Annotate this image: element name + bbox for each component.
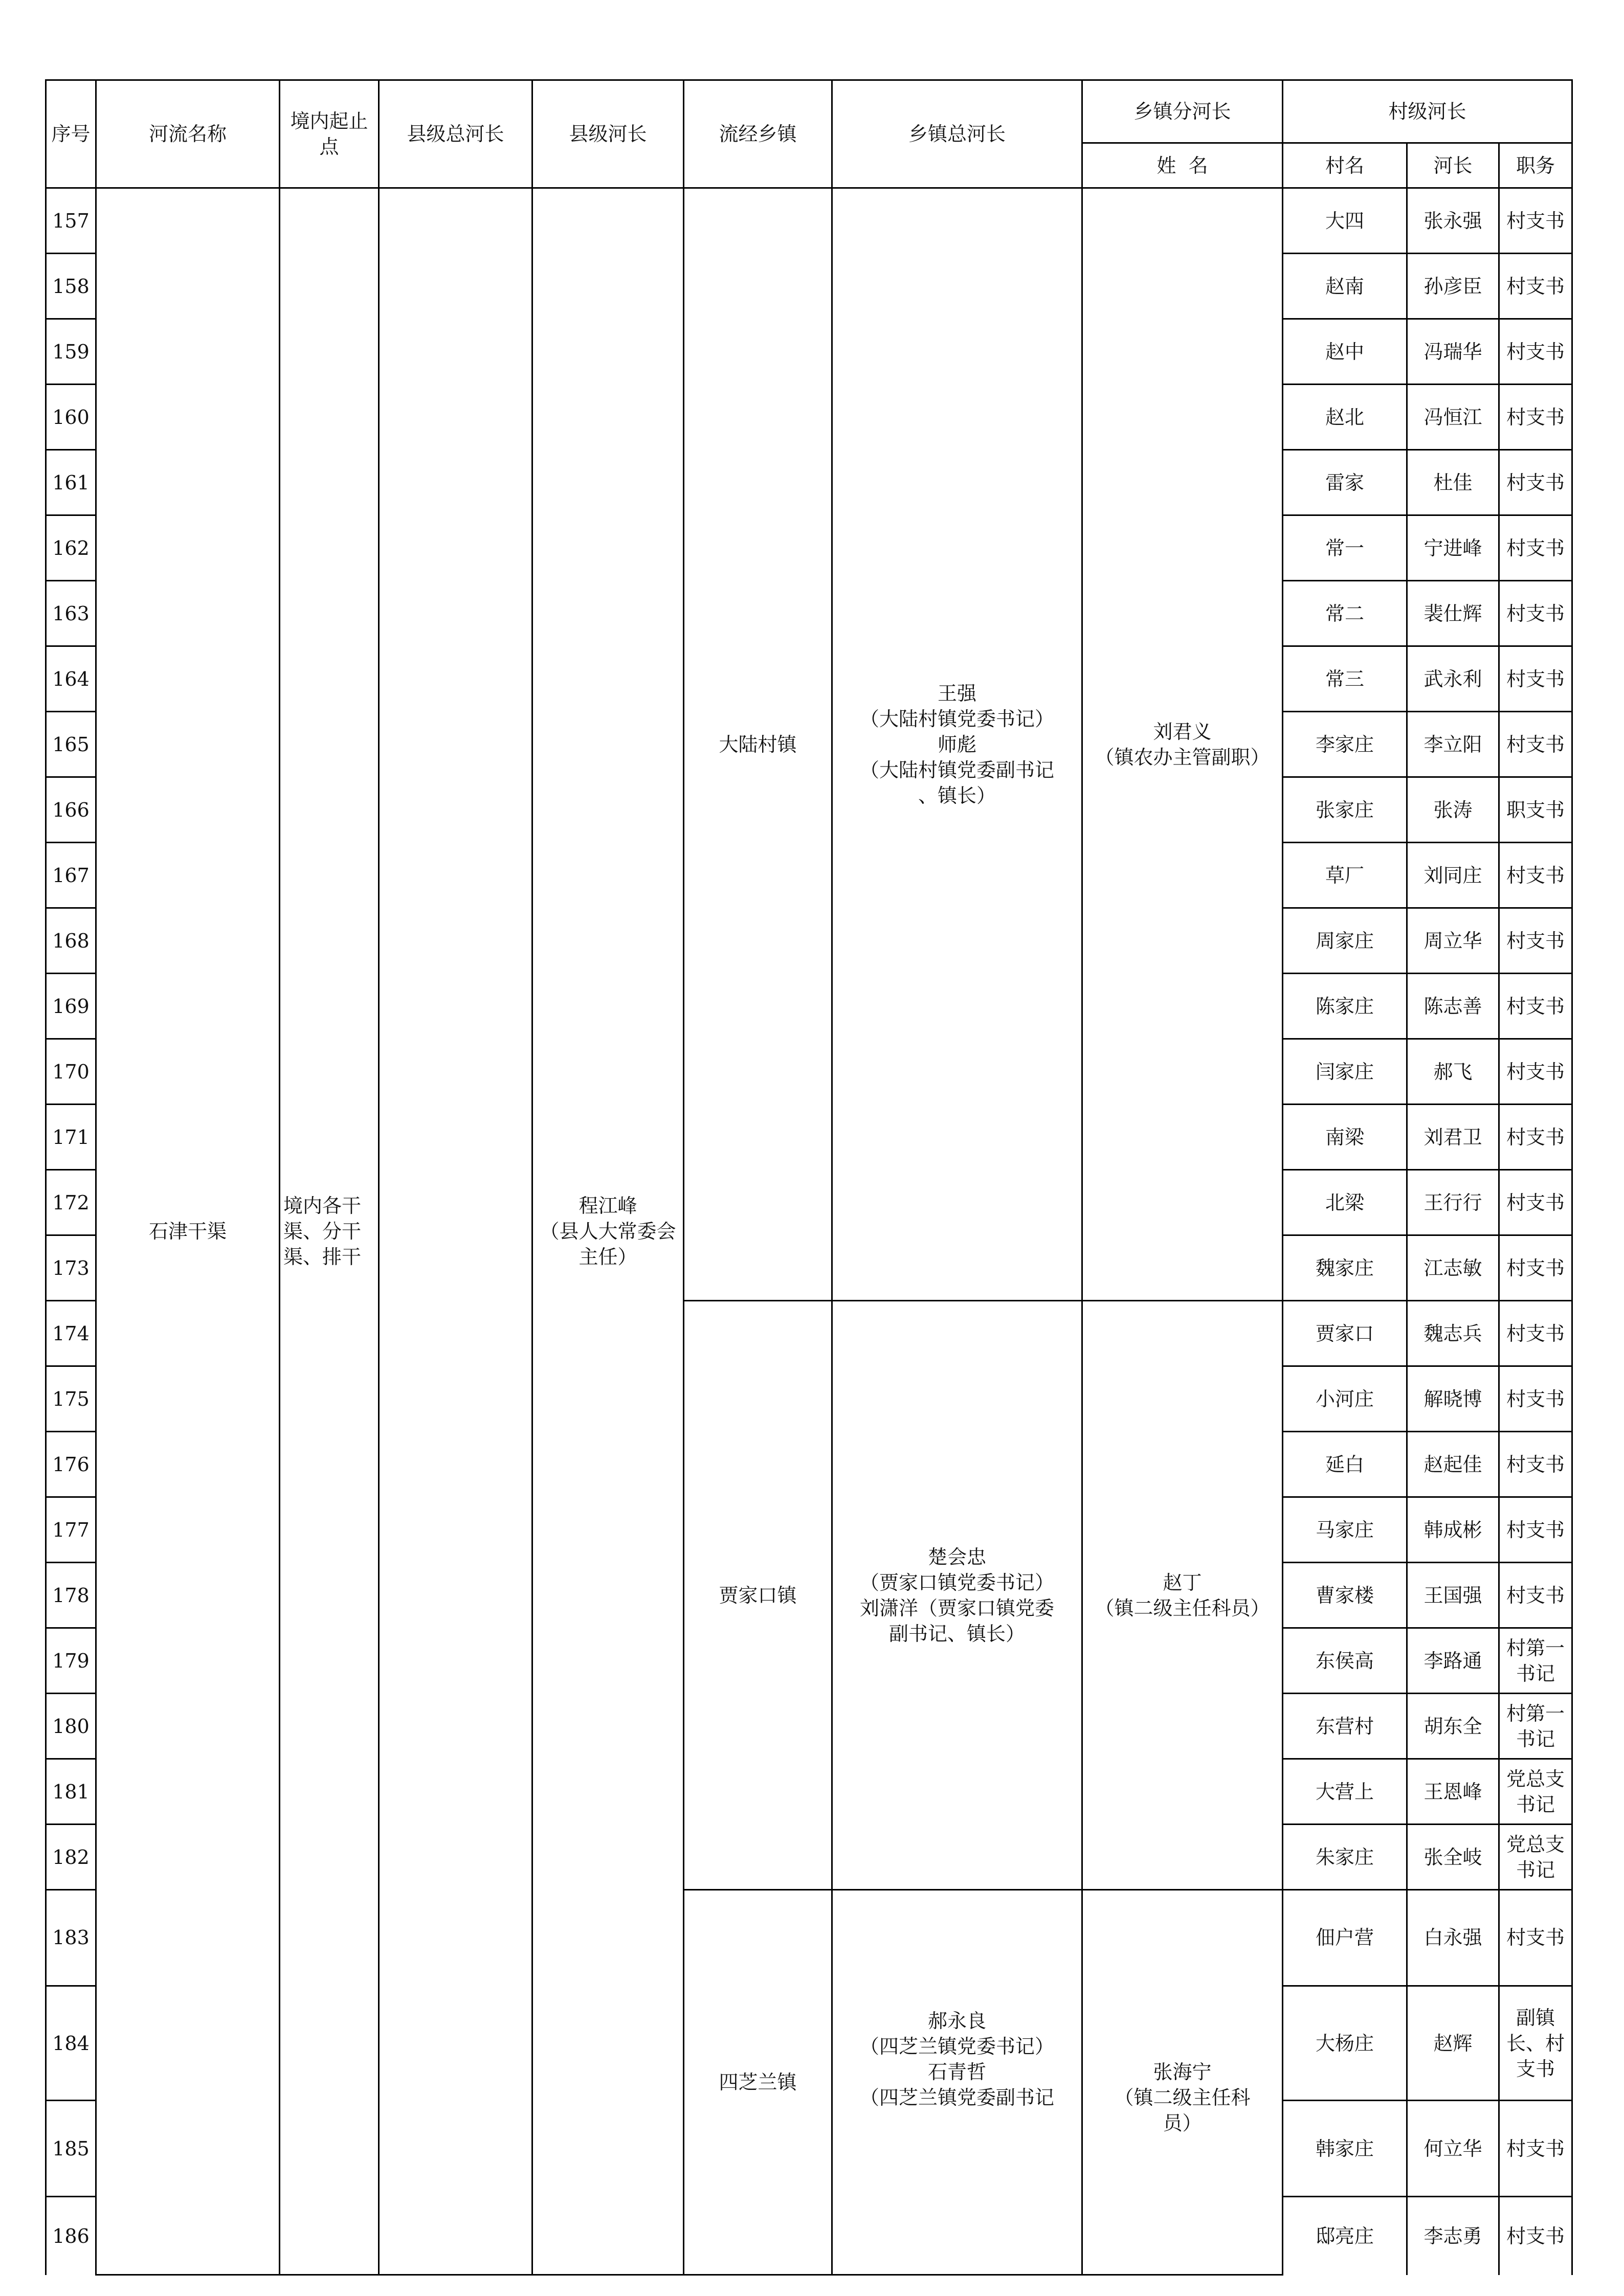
header-village-chief: 村级河长	[1283, 80, 1572, 143]
village-duty: 村支书	[1499, 1497, 1572, 1563]
village-chief-name: 孙彦臣	[1407, 254, 1499, 319]
village-chief-name: 魏志兵	[1407, 1301, 1499, 1366]
town-sub-chief-cell	[1082, 1890, 1283, 2275]
cell-line: （镇二级主任科	[1114, 2086, 1251, 2109]
cell-line: 、镇长）	[918, 784, 996, 807]
village-duty: 村支书	[1499, 1105, 1572, 1170]
village-name: 邸亮庄	[1283, 2197, 1407, 2275]
row-seq: 177	[46, 1497, 96, 1563]
header-town-chief: 乡镇总河长	[832, 80, 1082, 188]
row-seq: 161	[46, 450, 96, 515]
cell-line: （镇农办主管副职）	[1095, 746, 1270, 769]
village-chief-name: 赵辉	[1407, 1986, 1499, 2101]
village-duty: 党总支书记	[1499, 1759, 1572, 1825]
village-name: 延白	[1283, 1432, 1407, 1497]
header-seq: 序号	[46, 80, 96, 188]
village-name: 大杨庄	[1283, 1986, 1407, 2101]
cell-line: 员）	[1163, 2112, 1202, 2134]
village-name: 草厂	[1283, 843, 1407, 908]
roster-body	[46, 188, 1572, 2275]
town-sub-chief-lines	[1086, 719, 1279, 770]
town-name-cell: 四芝兰镇	[684, 1890, 832, 2275]
village-chief-name: 冯瑞华	[1407, 319, 1499, 385]
row-seq: 163	[46, 581, 96, 646]
row-seq: 167	[46, 843, 96, 908]
row-seq: 159	[46, 319, 96, 385]
village-chief-name: 解晓博	[1407, 1366, 1499, 1432]
river-range-cell	[280, 188, 379, 2275]
village-duty: 村支书	[1499, 1890, 1572, 1986]
village-duty: 村支书	[1499, 1563, 1572, 1628]
village-chief-name: 江志敏	[1407, 1235, 1499, 1301]
town-sub-chief-cell	[1082, 188, 1283, 1301]
river-name-cell: 石津干渠	[96, 188, 280, 2275]
row-seq: 182	[46, 1825, 96, 1890]
village-chief-name: 张涛	[1407, 777, 1499, 843]
cell-line: （大陆村镇党委副书记	[859, 758, 1054, 781]
village-name: 大营上	[1283, 1759, 1407, 1825]
village-duty: 村支书	[1499, 1432, 1572, 1497]
row-seq: 180	[46, 1694, 96, 1759]
village-duty: 村支书	[1499, 450, 1572, 515]
row-seq: 186	[46, 2197, 96, 2275]
village-duty: 村支书	[1499, 712, 1572, 777]
village-chief-name: 王恩峰	[1407, 1759, 1499, 1825]
row-seq: 162	[46, 515, 96, 581]
village-chief-name: 王国强	[1407, 1563, 1499, 1628]
village-duty: 村第一书记	[1499, 1628, 1572, 1694]
village-duty: 副镇长、村支书	[1499, 1986, 1572, 2101]
village-name: 佃户营	[1283, 1890, 1407, 1986]
table-row	[46, 188, 1572, 254]
village-duty: 村支书	[1499, 385, 1572, 450]
village-name: 魏家庄	[1283, 1235, 1407, 1301]
row-seq: 160	[46, 385, 96, 450]
town-chief-cell	[832, 1301, 1082, 1890]
village-chief-name: 宁进峰	[1407, 515, 1499, 581]
village-name: 朱家庄	[1283, 1825, 1407, 1890]
row-seq: 174	[46, 1301, 96, 1366]
village-duty: 村支书	[1499, 254, 1572, 319]
cell-line: 刘潇洋（贾家口镇党委	[859, 1596, 1054, 1619]
header-towns-passed: 流经乡镇	[684, 80, 832, 188]
county-chief-cell	[379, 188, 532, 2275]
header-river-name: 河流名称	[96, 80, 280, 188]
village-duty: 村第一书记	[1499, 1694, 1572, 1759]
village-chief-name: 李立阳	[1407, 712, 1499, 777]
village-name: 北梁	[1283, 1170, 1407, 1235]
town-name-cell: 贾家口镇	[684, 1301, 832, 1890]
header-village-duty: 职务	[1499, 143, 1572, 188]
river-range-text: 境内各干渠、分干渠、排干	[283, 1195, 362, 1268]
county-river-chief-name: 程江峰	[579, 1195, 637, 1217]
header-county-river-chief: 县级河长	[532, 80, 684, 188]
cell-line: （四芝兰镇党委副书记	[859, 2086, 1054, 2109]
village-chief-name: 周立华	[1407, 908, 1499, 974]
row-seq: 179	[46, 1628, 96, 1694]
row-seq: 178	[46, 1563, 96, 1628]
row-seq: 169	[46, 974, 96, 1039]
village-name: 雷家	[1283, 450, 1407, 515]
village-duty: 党总支书记	[1499, 1825, 1572, 1890]
village-chief-name: 何立华	[1407, 2101, 1499, 2197]
village-chief-name: 裴仕辉	[1407, 581, 1499, 646]
village-name: 曹家楼	[1283, 1563, 1407, 1628]
town-chief-cell	[832, 1890, 1082, 2275]
village-name: 南梁	[1283, 1105, 1407, 1170]
village-name: 小河庄	[1283, 1366, 1407, 1432]
header-village-chief-name: 河长	[1407, 143, 1499, 188]
village-chief-name: 胡东全	[1407, 1694, 1499, 1759]
village-chief-name: 李志勇	[1407, 2197, 1499, 2275]
village-name: 东侯高	[1283, 1628, 1407, 1694]
cell-line: （大陆村镇党委书记）	[859, 707, 1054, 730]
village-name: 李家庄	[1283, 712, 1407, 777]
village-duty: 村支书	[1499, 646, 1572, 712]
village-duty: 村支书	[1499, 1170, 1572, 1235]
cell-line: 师彪	[937, 733, 976, 756]
village-duty: 村支书	[1499, 188, 1572, 254]
cell-line: 赵丁	[1163, 1571, 1202, 1594]
county-river-chief-title: （县人大常委会主任）	[540, 1220, 676, 1268]
cell-line: 楚会忠	[927, 1545, 986, 1568]
row-seq: 173	[46, 1235, 96, 1301]
header-town-sub-name: 姓 名	[1082, 143, 1283, 188]
village-name: 赵南	[1283, 254, 1407, 319]
header-village-name: 村名	[1283, 143, 1407, 188]
village-duty: 村支书	[1499, 908, 1572, 974]
village-duty: 村支书	[1499, 2197, 1572, 2275]
village-name: 常二	[1283, 581, 1407, 646]
cell-line: 郝永良	[927, 2010, 986, 2032]
row-seq: 164	[46, 646, 96, 712]
header-county-chief: 县级总河长	[379, 80, 532, 188]
header-town-sub-chief: 乡镇分河长	[1082, 80, 1283, 143]
cell-line: 刘君义	[1153, 720, 1212, 743]
river-chief-roster-table	[45, 79, 1573, 2276]
village-name: 周家庄	[1283, 908, 1407, 974]
village-chief-name: 刘君卫	[1407, 1105, 1499, 1170]
village-chief-name: 杜佳	[1407, 450, 1499, 515]
village-duty: 村支书	[1499, 515, 1572, 581]
town-sub-chief-lines	[1086, 1570, 1279, 1621]
town-chief-lines	[836, 1544, 1078, 1647]
row-seq: 157	[46, 188, 96, 254]
village-name: 韩家庄	[1283, 2101, 1407, 2197]
town-chief-lines	[836, 681, 1078, 808]
village-name: 马家庄	[1283, 1497, 1407, 1563]
village-name: 常一	[1283, 515, 1407, 581]
village-chief-name: 韩成彬	[1407, 1497, 1499, 1563]
village-chief-name: 王行行	[1407, 1170, 1499, 1235]
village-name: 张家庄	[1283, 777, 1407, 843]
town-chief-cell	[832, 188, 1082, 1301]
village-name: 闫家庄	[1283, 1039, 1407, 1105]
village-duty: 村支书	[1499, 2101, 1572, 2197]
village-name: 贾家口	[1283, 1301, 1407, 1366]
village-duty: 村支书	[1499, 1039, 1572, 1105]
row-seq: 170	[46, 1039, 96, 1105]
village-duty: 村支书	[1499, 319, 1572, 385]
town-sub-chief-cell	[1082, 1301, 1283, 1890]
village-chief-name: 武永利	[1407, 646, 1499, 712]
row-seq: 183	[46, 1890, 96, 1986]
town-sub-chief-lines	[1086, 1890, 1279, 2274]
row-seq: 184	[46, 1986, 96, 2101]
cell-line: 石青哲	[927, 2061, 986, 2083]
village-name: 大四	[1283, 188, 1407, 254]
row-seq: 185	[46, 2101, 96, 2197]
village-name: 常三	[1283, 646, 1407, 712]
village-name: 东营村	[1283, 1694, 1407, 1759]
village-chief-name: 张永强	[1407, 188, 1499, 254]
village-name: 陈家庄	[1283, 974, 1407, 1039]
row-seq: 171	[46, 1105, 96, 1170]
header-start-end: 境内起止点	[280, 80, 379, 188]
village-chief-name: 郝飞	[1407, 1039, 1499, 1105]
town-name-cell: 大陆村镇	[684, 188, 832, 1301]
row-seq: 176	[46, 1432, 96, 1497]
village-name: 赵北	[1283, 385, 1407, 450]
village-duty: 村支书	[1499, 1366, 1572, 1432]
cell-line: （四芝兰镇党委书记）	[859, 2035, 1054, 2058]
row-seq: 166	[46, 777, 96, 843]
village-duty: 村支书	[1499, 1235, 1572, 1301]
village-duty: 村支书	[1499, 581, 1572, 646]
cell-line: 王强	[937, 682, 976, 705]
cell-line: （镇二级主任科员）	[1095, 1596, 1270, 1619]
village-duty: 职支书	[1499, 777, 1572, 843]
village-duty: 村支书	[1499, 974, 1572, 1039]
cell-line: 副书记、镇长）	[888, 1622, 1025, 1645]
village-chief-name: 白永强	[1407, 1890, 1499, 1986]
row-seq: 168	[46, 908, 96, 974]
row-seq: 172	[46, 1170, 96, 1235]
row-seq: 181	[46, 1759, 96, 1825]
village-chief-name: 李路通	[1407, 1628, 1499, 1694]
cell-line: 张海宁	[1153, 2061, 1212, 2083]
row-seq: 175	[46, 1366, 96, 1432]
village-chief-name: 赵起佳	[1407, 1432, 1499, 1497]
village-chief-name: 张全岐	[1407, 1825, 1499, 1890]
row-seq: 165	[46, 712, 96, 777]
village-duty: 村支书	[1499, 843, 1572, 908]
row-seq: 158	[46, 254, 96, 319]
village-name: 赵中	[1283, 319, 1407, 385]
county-river-chief-cell	[532, 188, 684, 2275]
village-chief-name: 冯恒江	[1407, 385, 1499, 450]
village-duty: 村支书	[1499, 1301, 1572, 1366]
village-chief-name: 陈志善	[1407, 974, 1499, 1039]
cell-line: （贾家口镇党委书记）	[859, 1571, 1054, 1594]
town-chief-lines	[836, 1890, 1078, 2274]
village-chief-name: 刘同庄	[1407, 843, 1499, 908]
